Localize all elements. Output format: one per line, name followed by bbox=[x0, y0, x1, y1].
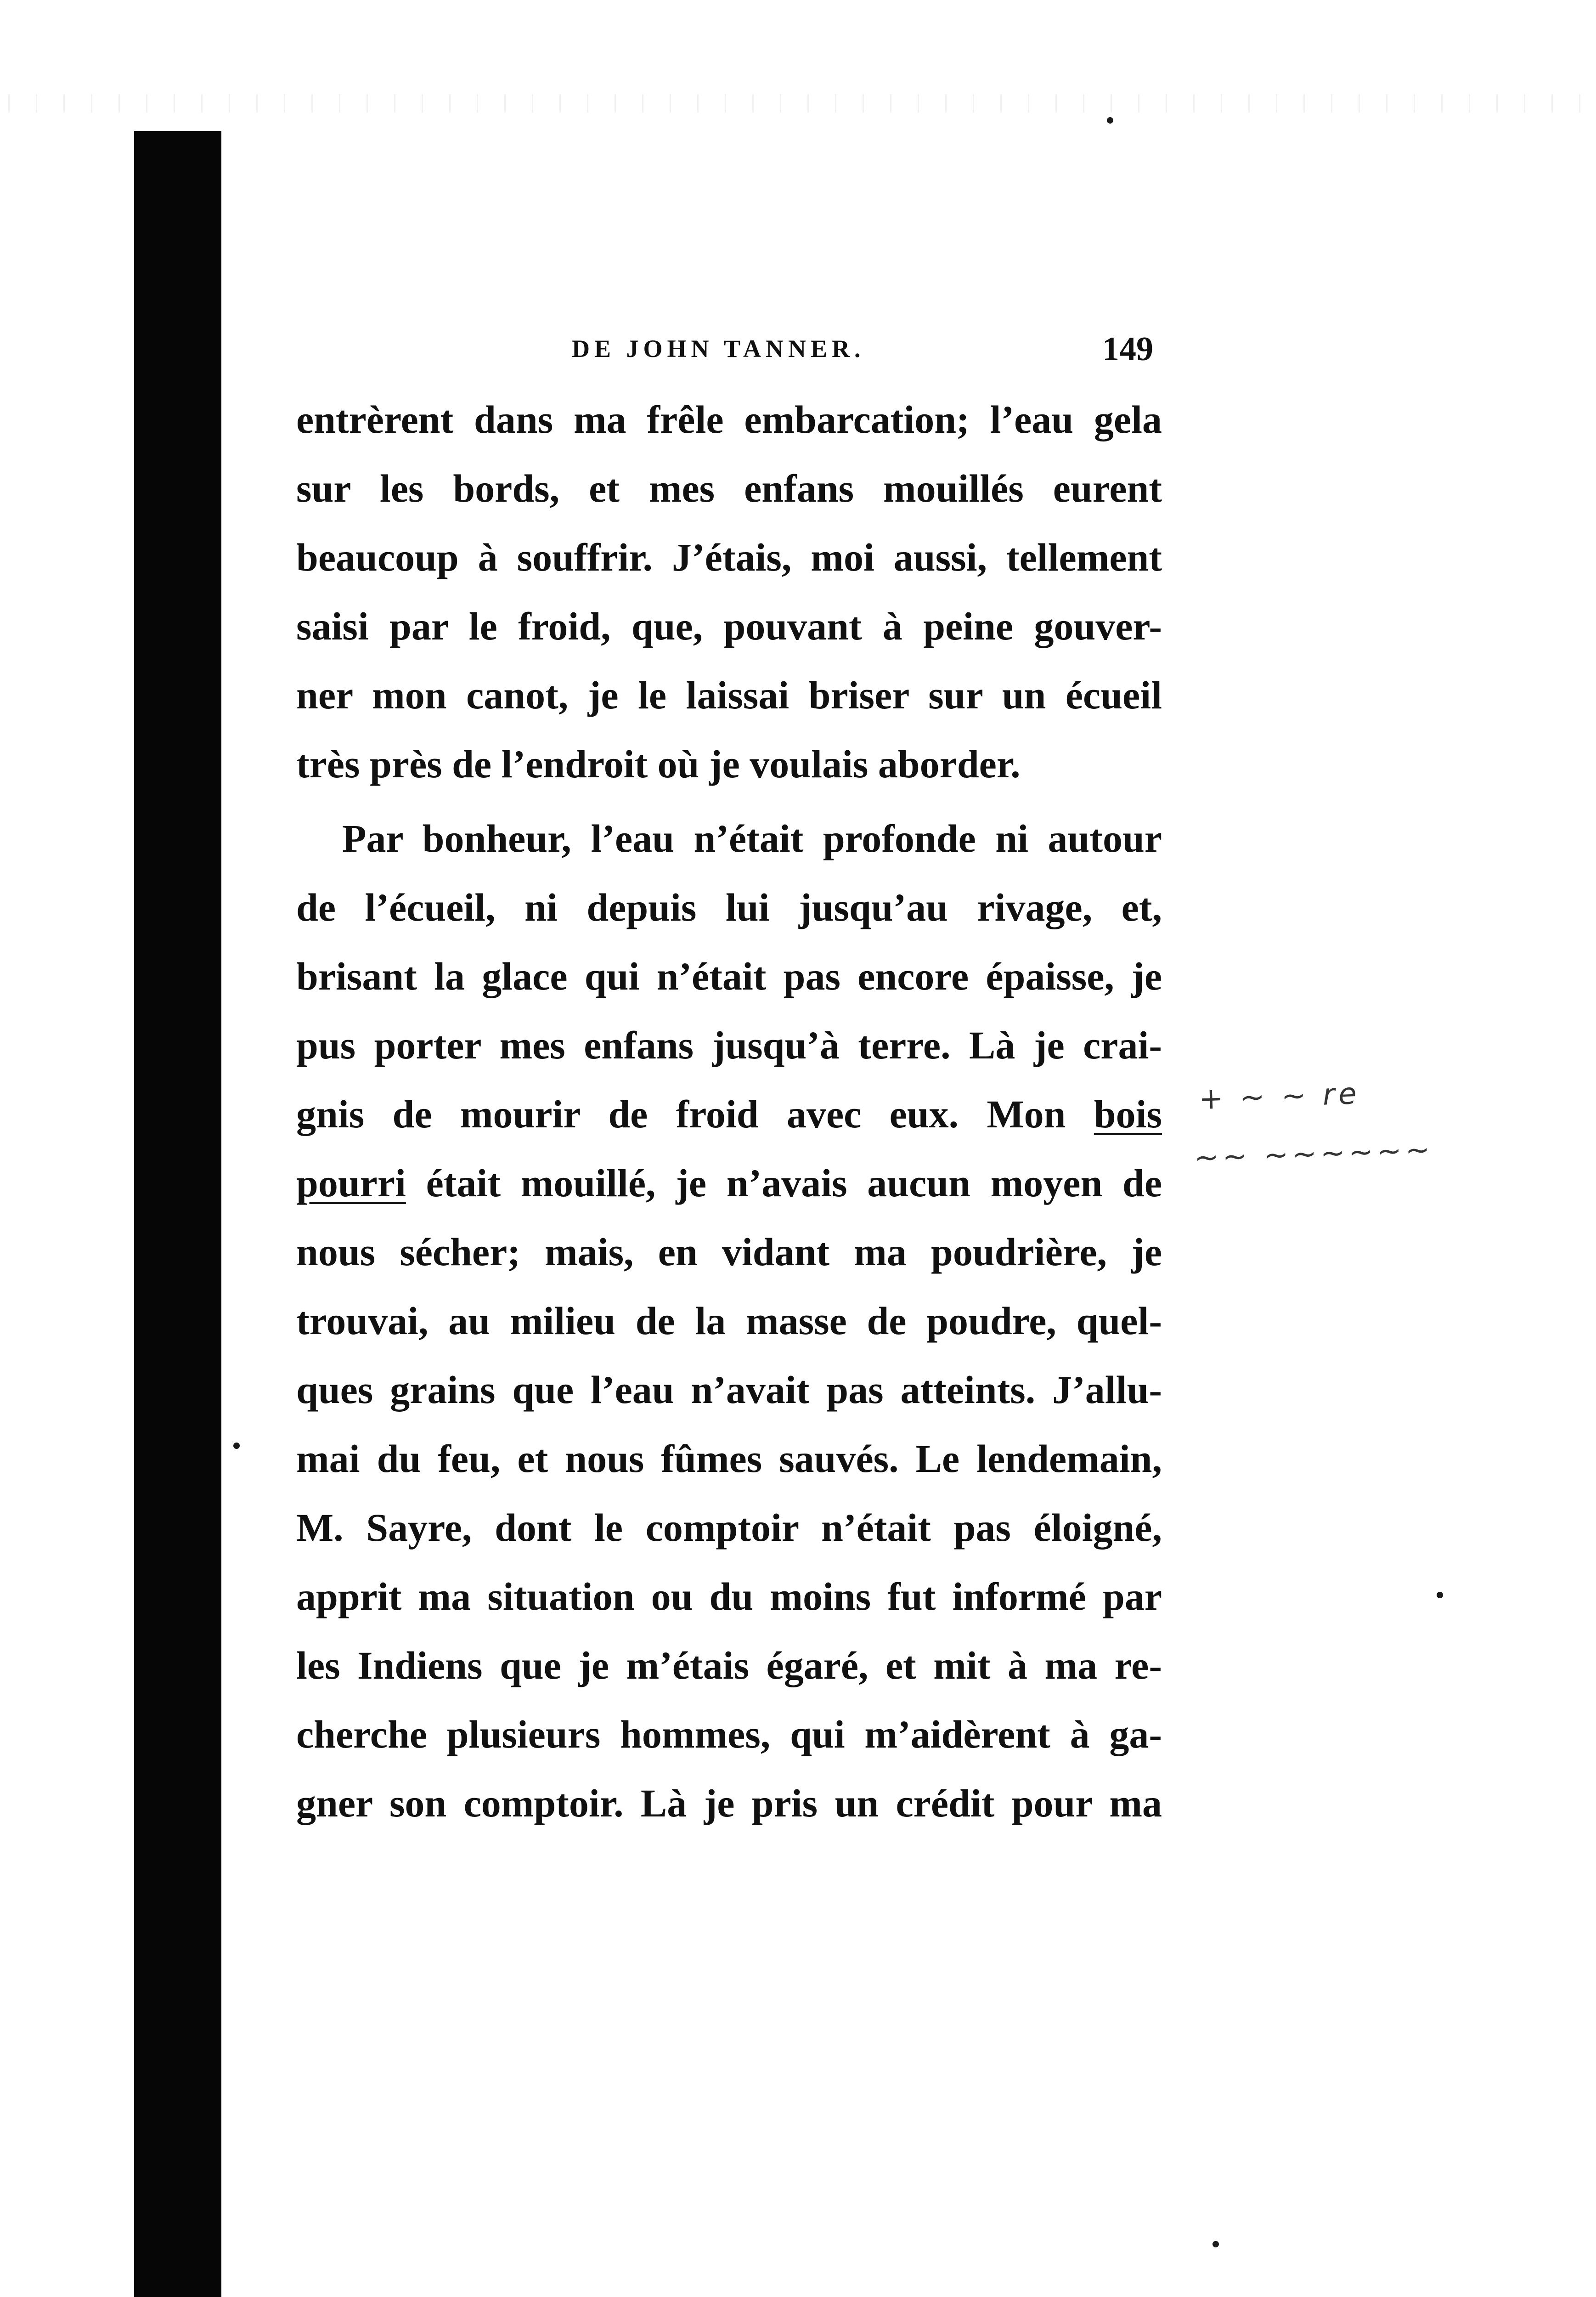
page-number: 149 bbox=[1102, 330, 1153, 368]
text-line: sur les bords, et mes enfans mouillés eurent bbox=[296, 466, 1162, 510]
text-line: ner mon canot, je le laissai briser sur un écueil bbox=[296, 673, 1162, 717]
scan-speck bbox=[1437, 1592, 1443, 1598]
text-line: Par bonheur, l’eau n’était profonde ni autour bbox=[342, 816, 1162, 860]
running-header: DE JOHN TANNER. bbox=[572, 335, 865, 362]
scan-speck bbox=[1213, 2241, 1219, 2247]
text-line: apprit ma situation ou du moins fut informé par bbox=[296, 1574, 1162, 1618]
text-line: ques grains que l’eau n’avait pas atteints. J’allu- bbox=[296, 1368, 1162, 1412]
text-line: les Indiens que je m’étais égaré, et mit à ma re- bbox=[296, 1643, 1162, 1687]
text-line: très près de l’endroit où je voulais aborder. bbox=[296, 742, 1021, 786]
text-line: mai du feu, et nous fûmes sauvés. Le lendemain, bbox=[296, 1437, 1162, 1481]
text-line bbox=[296, 1148, 1162, 1217]
binding-shadow bbox=[134, 131, 221, 2297]
text-segment: était mouillé, je n’avais aucun moyen de bbox=[406, 1161, 1162, 1205]
text-line: gner son comptoir. Là je pris un crédit pour ma bbox=[296, 1781, 1162, 1825]
text-line: brisant la glace qui n’était pas encore épaisse, je bbox=[296, 954, 1162, 998]
text-line: trouvai, au milieu de la masse de poudre, quel- bbox=[296, 1299, 1162, 1343]
text-line: pus porter mes enfans jusqu’à terre. Là je crai- bbox=[296, 1023, 1162, 1067]
underlined-word: pourri bbox=[296, 1161, 406, 1205]
text-line bbox=[296, 1080, 1162, 1148]
text-line: entrèrent dans ma frêle embarcation; l’eau gela bbox=[296, 397, 1162, 441]
scan-speck bbox=[1107, 117, 1113, 124]
scan-speck bbox=[233, 1443, 240, 1449]
text-line: de l’écueil, ni depuis lui jusqu’au rivage, et, bbox=[296, 885, 1162, 929]
text-segment: gnis de mourir de froid avec eux. Mon bbox=[296, 1092, 1094, 1136]
text-line: M. Sayre, dont le comptoir n’était pas éloigné, bbox=[296, 1505, 1162, 1550]
handwritten-note: + ~ ~ re bbox=[1198, 1076, 1361, 1117]
body-text bbox=[296, 385, 1162, 1838]
text-line: saisi par le froid, que, pouvant à peine gouver- bbox=[296, 604, 1162, 648]
handwritten-note: ~~ ~~~~~~ bbox=[1193, 1132, 1434, 1176]
text-line: cherche plusieurs hommes, qui m’aidèrent à ga- bbox=[296, 1712, 1162, 1756]
text-line: beaucoup à souffrir. J’étais, moi aussi, tellement bbox=[296, 535, 1162, 579]
scan-specks bbox=[0, 94, 1596, 113]
text-line: nous sécher; mais, en vidant ma poudrière, je bbox=[296, 1230, 1162, 1274]
underlined-word: bois bbox=[1094, 1092, 1162, 1136]
